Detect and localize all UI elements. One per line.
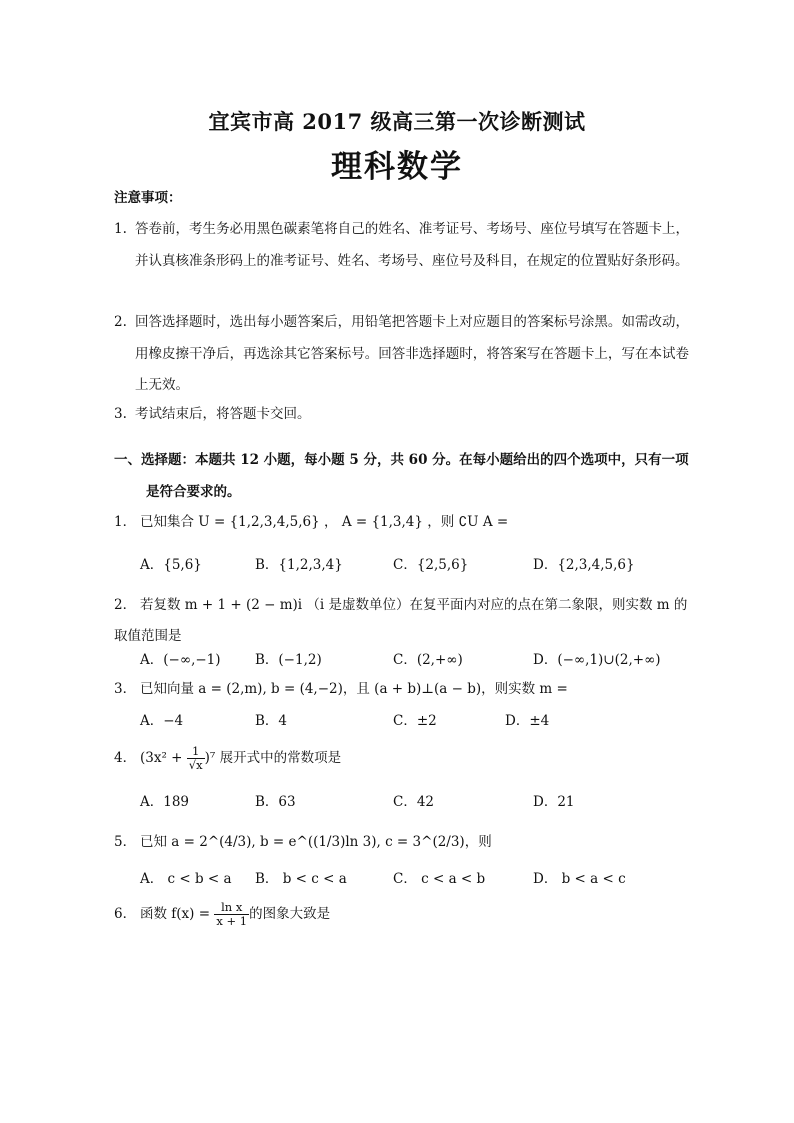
question-number: 3． [114, 681, 137, 697]
option-d: D．±4 [505, 713, 550, 729]
question-number: 2． [114, 597, 137, 613]
option-c: C．±2 [393, 713, 437, 729]
question-text-after: )⁷ 展开式中的常数项是 [204, 750, 342, 766]
question-6 [114, 896, 694, 932]
option-a: A．(−∞,−1) [140, 652, 221, 668]
question-text-before: 函数 f(x) = [140, 906, 211, 922]
exam-title: 宜宾市高 2017 级高三第一次诊断测试 [208, 109, 586, 134]
option-a: A．189 [140, 794, 190, 810]
question-2 [114, 590, 694, 652]
option-b: B．4 [255, 713, 288, 729]
fraction-numerator: 1 [187, 745, 205, 759]
question-number: 6． [114, 906, 137, 922]
option-b: B． b < c < a [255, 871, 347, 887]
question-text: 已知 a = 2^(4/3), b = e^((1/3)ln 3), c = 3^(2/3)，则 [140, 834, 492, 850]
question-text: 已知向量 a = (2,m), b = (4,−2)，且 (a + b)⊥(a − b)，则实数 m = [140, 681, 568, 697]
section-heading [114, 445, 689, 508]
question-5 [114, 830, 694, 854]
option-b: B．{1,2,3,4} [255, 557, 343, 573]
option-d: D．(−∞,1)∪(2,+∞) [533, 652, 661, 668]
note-number: 2. [114, 314, 127, 330]
option-c: C．42 [393, 794, 435, 810]
subject-title: 理科数学 [331, 149, 463, 185]
option-c: C．{2,5,6} [393, 557, 469, 573]
fraction-denominator: √x [188, 758, 203, 772]
option-c: C．(2,+∞) [393, 652, 463, 668]
fraction-numerator: ln x [214, 901, 249, 915]
note-item-3 [114, 399, 689, 431]
question-5-options [140, 867, 700, 889]
note-text: 回答选择题时，选出每小题答案后，用铅笔把答题卡上对应题目的答案标号涂黑。如需改动，用橡皮擦干净后，再选涂其它答案标号。回答非选择题时，将答案写在答题卡上，写在本试卷上无效。 [135, 314, 689, 393]
question-3-options [140, 709, 700, 731]
question-3 [114, 677, 694, 701]
question-4 [114, 740, 694, 776]
question-text: 已知集合 U = {1,2,3,4,5,6} ， A = {1,3,4} ，则 ∁U A = [140, 514, 509, 530]
question-1-options [140, 553, 700, 575]
question-number: 4． [114, 750, 137, 766]
question-text-after: 的图象大致是 [249, 906, 331, 922]
note-item-2 [114, 307, 689, 402]
option-b: B．(−1,2) [255, 652, 322, 668]
question-4-options [140, 790, 700, 812]
question-number: 1． [114, 514, 137, 530]
fraction [187, 745, 205, 772]
note-item-1 [114, 214, 689, 277]
option-d: D．21 [533, 794, 575, 810]
option-a: A．−4 [140, 713, 184, 729]
notes-label: 注意事项： [114, 190, 182, 206]
option-d: D． b < a < c [533, 871, 626, 887]
note-text: 答卷前，考生务必用黑色碳素笔将自己的姓名、准考证号、考场号、座位号填写在答题卡上，并认真核准条形码上的准考证号、姓名、考场号、座位号及科目，在规定的位置贴好条形码。 [135, 221, 689, 269]
section-heading-text: 一、选择题：本题共 12 小题，每小题 5 分，共 60 分。在每小题给出的四个选项中，只有一项是符合要求的。 [114, 452, 689, 500]
option-b: B．63 [255, 794, 296, 810]
question-text-before: (3x² + [140, 750, 183, 766]
fraction [214, 901, 249, 928]
question-number: 5． [114, 834, 137, 850]
option-a: A．{5,6} [140, 557, 202, 573]
option-d: D．{2,3,4,5,6} [533, 557, 635, 573]
note-text: 考试结束后，将答题卡交回。 [135, 406, 311, 422]
question-2-options [140, 648, 700, 670]
question-1 [114, 510, 694, 534]
fraction-denominator: x + 1 [216, 914, 248, 928]
option-a: A． c < b < a [140, 871, 232, 887]
option-c: C． c < a < b [393, 871, 486, 887]
note-number: 3. [114, 406, 127, 422]
question-text: 若复数 m + 1 + (2 − m)i （i 是虚数单位）在复平面内对应的点在第二象限，则实数 m 的取值范围是 [114, 597, 688, 644]
note-number: 1. [114, 221, 127, 237]
